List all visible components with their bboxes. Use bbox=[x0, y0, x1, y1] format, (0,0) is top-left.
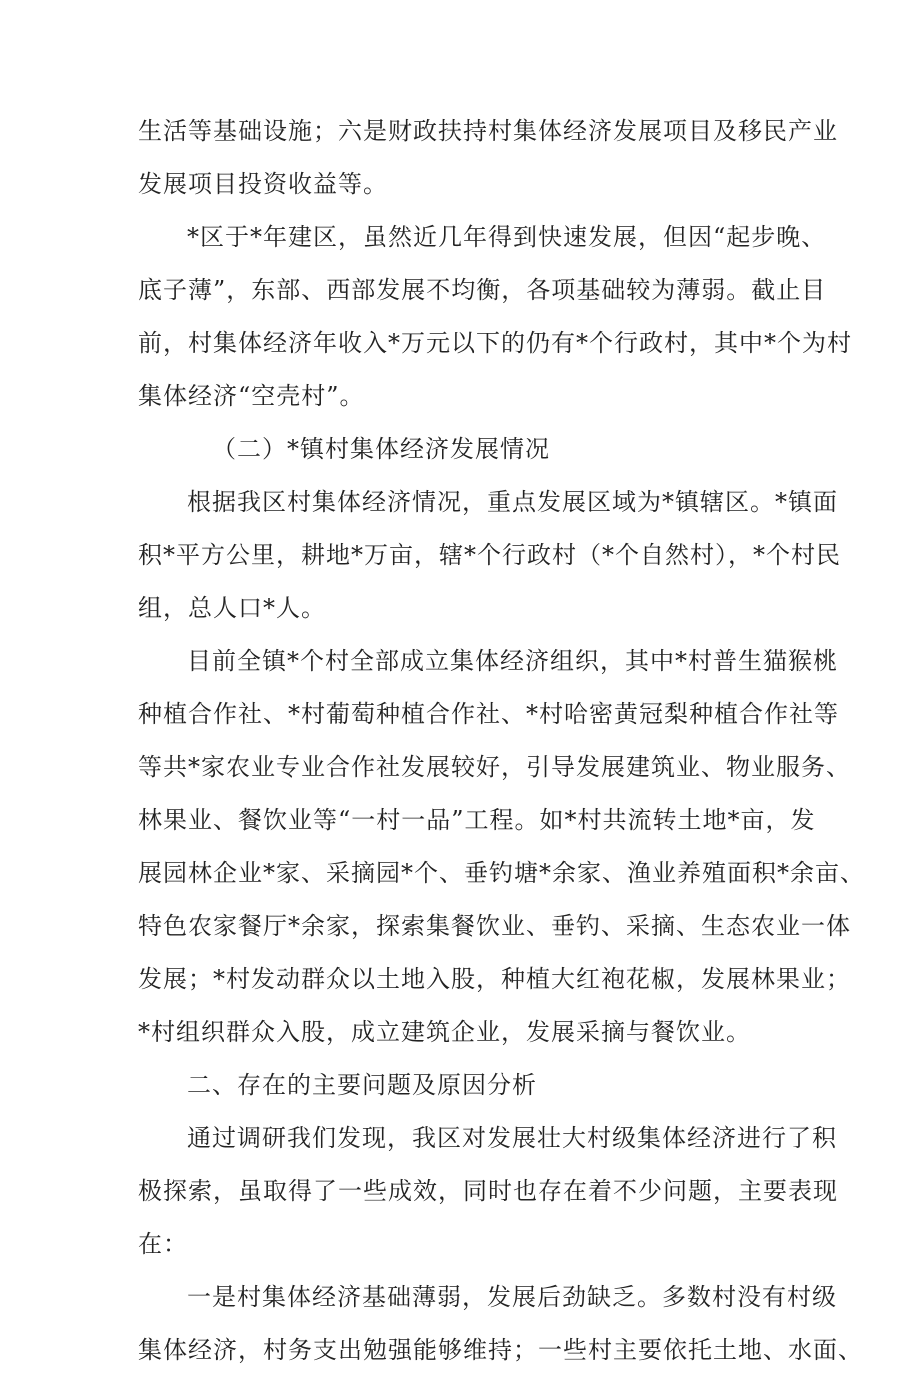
text-line: 前，村集体经济年收入*万元以下的仍有*个行政村，其中*个为村 bbox=[138, 329, 852, 357]
text-line: 展园林企业*家、采摘园*个、垂钓塘*余家、渔业养殖面积*余亩、 bbox=[138, 859, 865, 887]
section-heading: 二、存在的主要问题及原因分析 bbox=[187, 1071, 537, 1099]
text-line: 种植合作社、*村葡萄种植合作社、*村哈密黄冠梨种植合作社等 bbox=[138, 700, 839, 728]
paragraph-start-line: 目前全镇*个村全部成立集体经济组织，其中*村普生猫猴桃 bbox=[187, 647, 838, 675]
section-subheading: （二）*镇村集体经济发展情况 bbox=[212, 435, 550, 463]
text-line: 等共*家农业专业合作社发展较好，引导发展建筑业、物业服务、 bbox=[138, 753, 851, 781]
text-line: 积*平方公里，耕地*万亩，辖*个行政村（*个自然村），*个村民 bbox=[138, 541, 841, 569]
text-line: 集体经济，村务支出勉强能够维持；一些村主要依托土地、水面、 bbox=[138, 1336, 863, 1364]
document-body bbox=[138, 105, 865, 1377]
paragraph-start-line: 根据我区村集体经济情况，重点发展区域为*镇辖区。*镇面 bbox=[187, 488, 838, 516]
text-line: 在： bbox=[138, 1230, 188, 1258]
paragraph-start-line: 一是村集体经济基础薄弱，发展后劲缺乏。多数村没有村级 bbox=[187, 1283, 837, 1311]
text-line: 生活等基础设施；六是财政扶持村集体经济发展项目及移民产业 bbox=[138, 117, 838, 145]
text-line: 特色农家餐厅*余家，探索集餐饮业、垂钓、采摘、生态农业一体 bbox=[138, 912, 851, 940]
text-line: 集体经济“空壳村”。 bbox=[138, 382, 365, 410]
text-line: 林果业、餐饮业等“一村一品”工程。如*村共流转土地*亩，发 bbox=[138, 806, 816, 834]
text-line: 发展；*村发动群众以土地入股，种植大红袍花椒，发展林果业； bbox=[138, 965, 851, 993]
text-line: 组，总人口*人。 bbox=[138, 594, 326, 622]
paragraph-start-line: *区于*年建区，虽然近几年得到快速发展，但因“起步晚、 bbox=[187, 223, 827, 251]
paragraph-start-line: 通过调研我们发现，我区对发展壮大村级集体经济进行了积 bbox=[187, 1124, 837, 1152]
text-line: 极探索，虽取得了一些成效，同时也存在着不少问题，主要表现 bbox=[138, 1177, 838, 1205]
text-line: *村组织群众入股，成立建筑企业，发展采摘与餐饮业。 bbox=[138, 1018, 751, 1046]
text-line: 发展项目投资收益等。 bbox=[138, 170, 388, 198]
text-line: 底子薄”，东部、西部发展不均衡，各项基础较为薄弱。截止目 bbox=[138, 276, 827, 304]
